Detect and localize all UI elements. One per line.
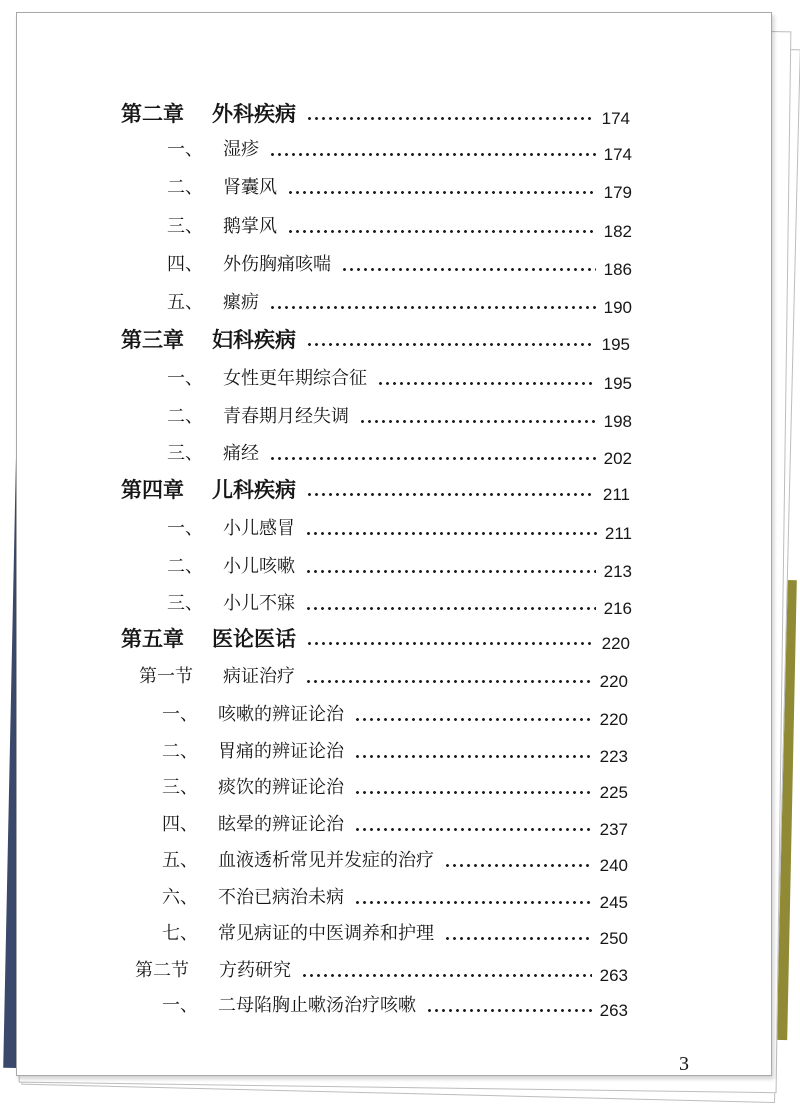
dot-leader xyxy=(377,382,596,385)
toc-entry-page: 220 xyxy=(601,634,630,653)
toc-entry-number: 二、 xyxy=(167,177,203,198)
dot-leader xyxy=(359,420,596,423)
toc-item xyxy=(162,694,628,729)
toc-entry-number: 二、 xyxy=(167,406,203,427)
toc-entry-title: 妇科疾病 xyxy=(212,327,296,352)
toc-entry-page: 211 xyxy=(602,485,630,504)
dot-leader xyxy=(305,680,592,683)
toc-entry-title: 病证治疗 xyxy=(223,666,295,687)
toc-entry-number: 一、 xyxy=(167,518,203,539)
toc-entry-title: 女性更年期综合征 xyxy=(223,368,367,389)
toc-entry-page: 223 xyxy=(599,747,628,766)
toc-entry-title: 胃痛的辨证论治 xyxy=(218,741,344,762)
toc-entry-page: 190 xyxy=(603,298,632,317)
dot-leader xyxy=(305,607,596,610)
toc-section xyxy=(135,950,628,985)
dot-leader xyxy=(306,343,594,346)
toc-entry-page: 211 xyxy=(604,524,632,543)
toc-entry-title: 瘰疬 xyxy=(223,292,259,313)
dot-leader xyxy=(306,642,594,645)
toc-entry-page: 237 xyxy=(599,820,628,839)
toc-entry-title: 痛经 xyxy=(223,443,259,464)
dot-leader xyxy=(444,864,592,867)
toc-item xyxy=(162,804,628,839)
toc-entry-title: 小儿不寐 xyxy=(223,593,295,614)
toc-entry-page: 198 xyxy=(603,412,632,431)
dot-leader xyxy=(341,268,596,271)
toc-entry-title: 外伤胸痛咳喘 xyxy=(223,254,331,275)
dot-leader xyxy=(306,117,594,120)
toc-item xyxy=(167,282,632,317)
toc-entry-number: 五、 xyxy=(167,292,203,313)
toc-entry-page: 245 xyxy=(599,893,628,912)
dot-leader xyxy=(354,791,592,794)
document-page xyxy=(16,12,772,1076)
toc-item xyxy=(167,167,632,202)
toc-item xyxy=(162,767,628,802)
toc-entry-title: 肾囊风 xyxy=(223,177,277,198)
dot-leader xyxy=(301,974,592,977)
dot-leader xyxy=(269,153,596,156)
toc-entry-page: 202 xyxy=(603,449,632,468)
dot-leader xyxy=(306,493,595,496)
toc-entry-number: 六、 xyxy=(162,887,198,908)
toc-item xyxy=(167,508,632,543)
toc-entry-title: 方药研究 xyxy=(219,960,291,981)
toc-entry-number: 第三章 xyxy=(121,327,184,352)
toc-chapter xyxy=(121,618,630,653)
dot-leader xyxy=(269,457,596,460)
toc-entry-title: 咳嗽的辨证论治 xyxy=(218,704,344,725)
toc-entry-number: 七、 xyxy=(162,923,198,944)
dot-leader xyxy=(354,901,592,904)
toc-entry-number: 三、 xyxy=(167,216,203,237)
toc-item xyxy=(167,546,632,581)
toc-entry-number: 第一节 xyxy=(139,666,193,687)
toc-item xyxy=(162,840,628,875)
toc-entry-page: 220 xyxy=(599,672,628,691)
toc-entry-page: 263 xyxy=(599,966,628,985)
toc-item xyxy=(162,985,628,1020)
toc-entry-page: 263 xyxy=(599,1001,628,1020)
toc-entry-page: 195 xyxy=(603,374,632,393)
toc-item xyxy=(167,206,632,241)
toc-entry-title: 湿疹 xyxy=(223,139,259,160)
toc-chapter xyxy=(121,93,630,128)
toc-item xyxy=(167,583,632,618)
toc-entry-number: 第二节 xyxy=(135,960,189,981)
toc-entry-number: 三、 xyxy=(162,777,198,798)
toc-entry-number: 一、 xyxy=(167,139,203,160)
toc-entry-title: 医论医话 xyxy=(212,626,296,651)
dot-leader xyxy=(444,937,592,940)
toc-entry-title: 不治已病治未病 xyxy=(218,887,344,908)
toc-entry-title: 鹅掌风 xyxy=(223,216,277,237)
toc-entry-number: 四、 xyxy=(167,254,203,275)
toc-entry-title: 儿科疾病 xyxy=(212,477,296,502)
toc-entry-number: 第四章 xyxy=(121,477,184,502)
dot-leader xyxy=(305,570,596,573)
toc-entry-number: 二、 xyxy=(162,741,198,762)
toc-entry-title: 青春期月经失调 xyxy=(223,406,349,427)
dot-leader xyxy=(305,532,597,535)
toc-item xyxy=(162,877,628,912)
page-number: 3 xyxy=(679,1053,689,1075)
dot-leader xyxy=(287,191,596,194)
toc-item xyxy=(167,433,632,468)
toc-item xyxy=(167,129,632,164)
toc-entry-number: 二、 xyxy=(167,556,203,577)
toc-entry-page: 182 xyxy=(603,222,632,241)
toc-section xyxy=(139,656,628,691)
toc-entry-number: 三、 xyxy=(167,593,203,614)
toc-entry-page: 179 xyxy=(603,183,632,202)
toc-item xyxy=(162,913,628,948)
toc-entry-number: 五、 xyxy=(162,850,198,871)
toc-entry-page: 220 xyxy=(599,710,628,729)
toc-entry-title: 常见病证的中医调养和护理 xyxy=(218,923,434,944)
toc-entry-number: 四、 xyxy=(162,814,198,835)
toc-entry-title: 痰饮的辨证论治 xyxy=(218,777,344,798)
toc-entry-page: 174 xyxy=(603,145,632,164)
dot-leader xyxy=(354,755,592,758)
toc-entry-title: 二母陷胸止嗽汤治疗咳嗽 xyxy=(218,995,416,1016)
toc-item xyxy=(167,396,632,431)
toc-entry-title: 眩晕的辨证论治 xyxy=(218,814,344,835)
toc-item xyxy=(167,244,632,279)
toc-entry-title: 血液透析常见并发症的治疗 xyxy=(218,850,434,871)
toc-entry-page: 186 xyxy=(603,260,632,279)
toc-entry-page: 216 xyxy=(603,599,632,618)
toc-entry-page: 195 xyxy=(601,335,630,354)
toc-entry-number: 一、 xyxy=(162,995,198,1016)
toc-entry-page: 225 xyxy=(599,783,628,802)
dot-leader xyxy=(287,230,596,233)
toc-entry-page: 174 xyxy=(601,109,630,128)
toc-entry-page: 213 xyxy=(603,562,632,581)
toc-entry-title: 外科疾病 xyxy=(212,101,296,126)
dot-leader xyxy=(354,828,592,831)
toc-item xyxy=(167,358,632,393)
toc-item xyxy=(162,731,628,766)
toc-entry-title: 小儿感冒 xyxy=(223,518,295,539)
toc-entry-number: 三、 xyxy=(167,443,203,464)
toc-chapter xyxy=(121,319,630,354)
dot-leader xyxy=(426,1009,592,1012)
toc-entry-page: 250 xyxy=(599,929,628,948)
toc-chapter xyxy=(121,469,630,504)
toc-entry-number: 一、 xyxy=(162,704,198,725)
dot-leader xyxy=(269,306,596,309)
toc-entry-page: 240 xyxy=(599,856,628,875)
toc-entry-number: 第二章 xyxy=(121,101,184,126)
toc-entry-number: 一、 xyxy=(167,368,203,389)
toc-entry-number: 第五章 xyxy=(121,626,184,651)
toc-entry-title: 小儿咳嗽 xyxy=(223,556,295,577)
dot-leader xyxy=(354,718,592,721)
